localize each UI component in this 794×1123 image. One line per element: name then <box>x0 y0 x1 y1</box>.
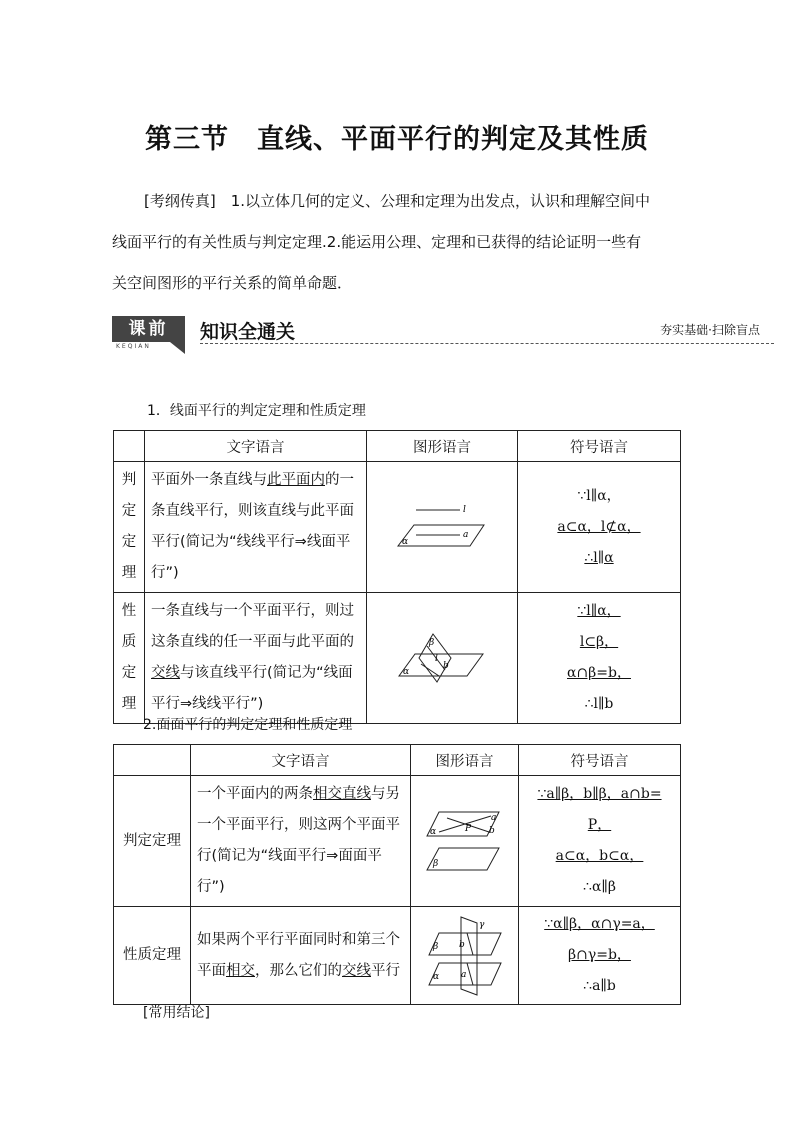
svg-text:l: l <box>463 505 466 515</box>
banner-heading: 知识全通关 <box>200 321 296 343</box>
svg-text:b: b <box>488 826 495 836</box>
row-symbol: ∵l∥α， l⊂β， α∩β=b， ∴l∥b <box>518 593 681 724</box>
table-row <box>114 776 681 907</box>
table-header-row <box>114 431 681 462</box>
svg-text:β: β <box>432 859 438 869</box>
syllabus-line-2: 线面平行的有关性质与判定定理.2.能运用公理、定理和已获得的结论证明一些有 <box>112 233 642 251</box>
svg-text:α: α <box>402 537 409 547</box>
table-plane-plane <box>113 744 681 1005</box>
svg-text:β: β <box>432 941 438 952</box>
svg-text:α: α <box>432 971 439 982</box>
header-empty <box>114 431 145 462</box>
row-label: 判定定理 <box>114 776 191 907</box>
row-text: 平面外一条直线与此平面内的一条直线平行，则该直线与此平面平行(简记为“线线平行⇒线面平行”) <box>145 462 367 593</box>
row-text: 如果两个平行平面同时和第三个平面相交，那么它们的交线平行 <box>191 907 411 1005</box>
row-label: 性 质 定 理 <box>114 593 145 724</box>
syllabus-tag: [考纲传真] <box>144 192 216 210</box>
table-row <box>114 593 681 724</box>
line-plane-property-figure <box>367 593 518 724</box>
row-label: 性质定理 <box>114 907 191 1005</box>
section-1-heading: 1．线面平行的判定定理和性质定理 <box>147 403 366 419</box>
section-2-heading: 2.面面平行的判定定理和性质定理 <box>143 717 353 733</box>
row-symbol: ∵a∥β，b∥β，a∩b= P， a⊂α，b⊂α， ∴α∥β <box>519 776 681 907</box>
syllabus-line-3: 关空间图形的平行关系的简单命题． <box>112 274 353 292</box>
section-banner <box>112 316 774 356</box>
svg-text:a: a <box>490 813 496 823</box>
header-figure-lang: 图形语言 <box>411 745 519 776</box>
svg-text:γ: γ <box>478 919 484 930</box>
banner-tag: 课前 <box>112 316 185 342</box>
svg-text:a: a <box>463 530 469 540</box>
svg-text:P: P <box>464 824 471 834</box>
syllabus-line-1: [考纲传真] 1.以立体几何的定义、公理和定理为出发点，认识和理解空间中 <box>144 192 651 210</box>
header-symbol-lang: 符号语言 <box>519 745 681 776</box>
row-text: 一个平面内的两条相交直线与另一个平面平行，则这两个平面平行(简记为“线面平行⇒面面平行”) <box>191 776 411 907</box>
common-conclusion-label: [常用结论] <box>143 1005 210 1021</box>
page-title: 第三节 直线、平面平行的判定及其性质 <box>145 124 649 155</box>
table-line-plane <box>113 430 681 724</box>
header-figure-lang: 图形语言 <box>367 431 518 462</box>
row-text: 一条直线与一个平面平行，则过这条直线的任一平面与此平面的交线与该直线平行(简记为“线面平行⇒线线平行”) <box>145 593 367 724</box>
row-symbol: ∵α∥β，α∩γ=a， β∩γ=b， ∴a∥b <box>519 907 681 1005</box>
banner-tag-sub: KEQIAN <box>116 343 151 350</box>
header-text-lang: 文字语言 <box>191 745 411 776</box>
svg-text:α: α <box>429 827 436 837</box>
banner-right: 夯实基础·扫除盲点 <box>660 323 760 337</box>
banner-rule <box>200 343 774 344</box>
table-row <box>114 462 681 593</box>
row-label: 判 定 定 理 <box>114 462 145 593</box>
svg-text:α: α <box>403 667 410 677</box>
row-symbol: ∵l∥α， a⊂α，l⊄α， ∴l∥α <box>518 462 681 593</box>
header-empty <box>114 745 191 776</box>
svg-text:a: a <box>460 969 466 980</box>
plane-plane-judge-figure <box>411 776 519 907</box>
plane-plane-property-figure <box>411 907 519 1005</box>
svg-text:l: l <box>435 654 438 664</box>
svg-text:β: β <box>429 638 435 648</box>
header-symbol-lang: 符号语言 <box>518 431 681 462</box>
header-text-lang: 文字语言 <box>145 431 367 462</box>
line-plane-judge-figure <box>367 462 518 593</box>
svg-text:b: b <box>443 661 449 671</box>
table-header-row <box>114 745 681 776</box>
svg-text:b: b <box>458 939 465 950</box>
table-row <box>114 907 681 1005</box>
banner-arrow-icon <box>170 342 185 354</box>
